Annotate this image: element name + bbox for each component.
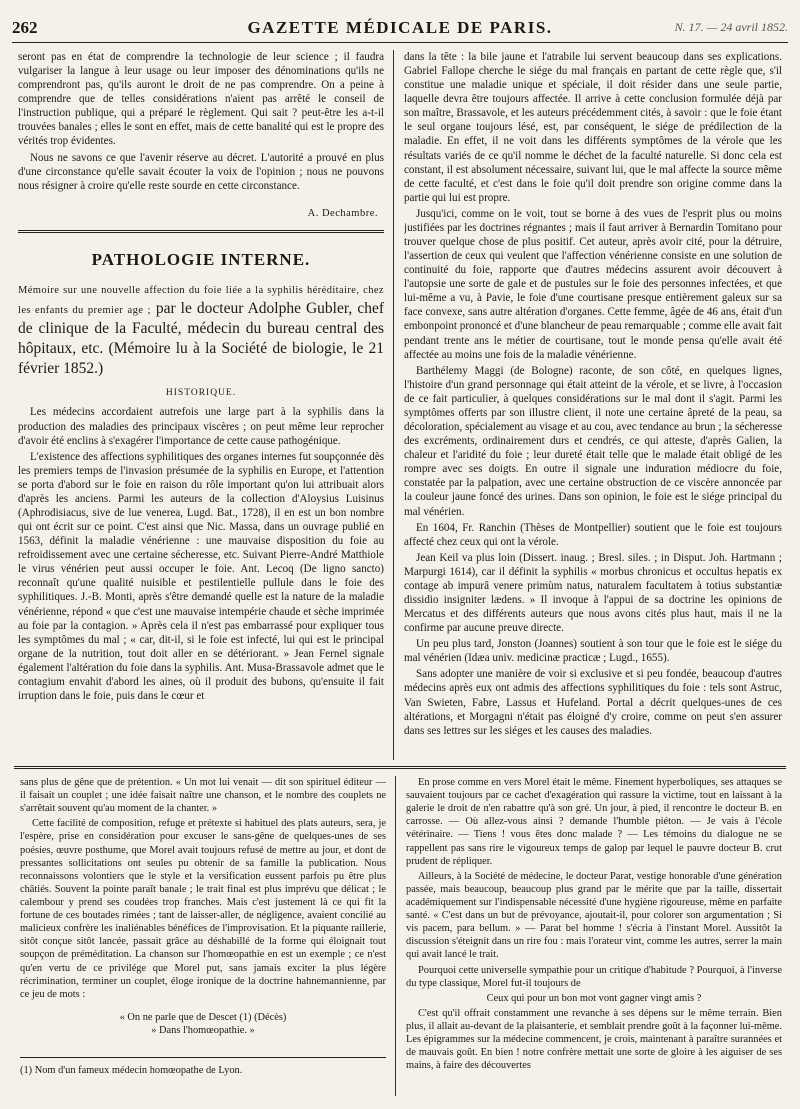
historique-paragraph: Les médecins accordaient autrefois une large part à la syphilis dans la production des maladies des principaux viscères ; on peut même leur reprocher d'avoir été enclins à s'exagérer l'importance de cette cause pathogénique. <box>18 406 384 447</box>
left-column <box>18 50 384 750</box>
feuilleton-paragraph: En prose comme en vers Morel était le même. Finement hyperboliques, ses attaques se sauvaient toujours par ce cachet d'exagération qui rassure la victime, tout en laissant à la galerie le droit de n'en rabattre qu'à son gré. Un jour, à pied, il rencontre le docteur B. en carrosse. — Où allez-vous ainsi ? demande l'humble piéton. — Je vais à l'école vétérinaire. — Tiens ! vous êtes donc malade ? — Les témoins du dialogue ne se rappellent pas sans rire le vigoureux temps de galop par lequel le pauvre docteur B. crut prudent de répliquer. <box>406 777 782 867</box>
feuilleton-left-column <box>20 776 386 1098</box>
feuilleton-column-divider <box>395 776 396 1096</box>
issue-mark: N. 17. — 24 avril 1852. <box>674 20 788 34</box>
subheading-historique: HISTORIQUE. <box>165 388 237 399</box>
body-paragraph: En 1604, Fr. Ranchin (Thèses de Montpellier) soutient que le foie est toujours affecté chez ceux qui ont la vérole. <box>404 521 782 548</box>
feuilleton-paragraph: C'est qu'il offrait constamment une revanche à ses dépens sur le même terrain. Bien plus, il allait au-devant de la plaisanterie, et semblait prendre goût à la façonner lui-même. Les épigrammes sur la médecine commencent, je crois, maintenant à paraître surannées et de mauvais goût. En bien ! notre confrère mettait une sorte de gloire à les aiguiser de ses mains, à faire des découvertes <box>406 1007 782 1072</box>
verse-line-centered: Ceux qui pour un bon mot vont gagner vingt amis ? <box>486 992 702 1004</box>
feuilleton-divider <box>14 766 786 769</box>
memoire-title-body: par le docteur Adolphe Gubler, chef de clinique de la Faculté, médecin du bureau central des hôpitaux, etc. (Mémoire lu à la Société de biologie, le 21 février 1852.) <box>18 299 384 378</box>
intro-paragraph: seront pas en état de comprendre la technologie de leur science ; il faudra vulgariser la langue à leur usage ou leur imposer des dénominations qu'ils ne comprendront pas, qu'ils auront le droit de ne pas comprendre. On a peine à comprendre que de telles considérations n'aient pas arrêté le conseil de l'instruction publique, qui a préparé le règlement. Qui sait ? peut-être les a-t-il trouvées banales ; elles le sont en effet, mais de cette banalité qui est le propre des vérités trop évidentes. <box>18 51 384 148</box>
feuilleton-paragraph: Pourquoi cette universelle sympathie pour un critique d'habitude ? Pourquoi, à l'inverse du type classique, Morel fut-il toujours de <box>406 964 782 989</box>
feuilleton-paragraph: Ailleurs, à la Société de médecine, le docteur Parat, vestige honorable d'une génération passée, mais beaucoup, beaucoup plus grand par le mérite que par la taille, dissertait académiquement sur l'indispensable nécessité d'une hygiène rigoureuse, même en parfaite santé. « C'est dans un but de prévoyance, ajoutait-il, pour colorer son argumentation ; Si vis pacem, para bellum. » — Parat bel homme ! s'écria à l'instant Morel. Aussitôt la discussion s'éteignit dans un rire fou : mais l'orateur vint, comme les autres, serrer la main qui avait lancé le trait. <box>406 870 782 961</box>
column-divider <box>393 50 394 760</box>
intro-paragraph: Nous ne savons ce que l'avenir réserve au décret. L'autorité a prouvé en plus d'une circonstance qu'elle savait écouter la voix de l'opinion ; nous ne pouvons nous résigner à croire qu'elle reste sourde en cette circonstance. <box>18 151 384 192</box>
author-signature: A. Dechambre. <box>307 207 378 219</box>
historique-paragraph: L'existence des affections syphilitiques des organes internes fut soupçonnée dès les premiers temps de l'invasion présumée de la syphilis en Europe, et l'attention se porta d'abord sur le foie en raison du rôle important qu'on lui attribuait alors d'après les anciens. Parmi les auteurs de la collection d'Aloysius Luisinus (Aphrodisiacus, sive de lue venerea, Lugd. Bat., 1728), il en est un bon nombre qui ont écrit sur ce point. C'est ainsi que Nic. Massa, dans un ouvrage publié en 1563, définit la maladie vénérienne : une mauvaise disposition du foie au refroidissement avec une certaine sécheresse, etc. Suivant Pierre-André Matthiole le virus vénérien peut aussi occuper le foie. Ant. Lecoq (De ligno sancto) reconnaît qu'une qualité nuisible et pestilentielle pullule dans le foie des syphilitiques. J.-B. Monti, après s'être demandé quelle est la nature de la maladie vénérienne, répond « que c'est une mauvaise intempérie chaude et sèche imprimée au foie par la contagion. » Après cela il n'est pas embarrassé pour expliquer tous les symptômes du mal ; « car, dit-il, si le foie est infecté, lui qui est le principal organe de la nutrition, tout doit aller en se détériorant. » Jean Fernel signale également l'altération du foie dans la syphilis. Ant. Musa-Brassavole admet que le contagium envahit d'abord les aines, où il produit des bubons, qu'ensuite il fait irruption dans le foie, puis dans le cœur et <box>18 450 384 703</box>
body-paragraph: Sans adopter une manière de voir si exclusive et si peu fondée, beaucoup d'autres médecins après eux ont admis des affections syphilitiques du foie : tels sont Astruc, Van Swieten, Fabre, Lassus et Hufeland. Portal a décrit quelques-unes de ces altérations, et Morgagni n'était pas éloigné d'y croire, comme on peut s'en assurer dans ses lettres sur les siéges et les causes des maladies. <box>404 668 782 737</box>
footnote: (1) Nom d'un fameux médecin homœopathe de Lyon. <box>20 1057 386 1077</box>
body-paragraph: dans la tête : la bile jaune et l'atrabile lui servent beaucoup dans ses explications. Gabriel Fallope cherche le siége du mal français en partant de cette règle que, s'il constitue une maladie unique et spéciale, il doit résider dans une seule partie, laquelle devra être toujours affectée. Il arrive à cette conclusion formulée déjà par son maître, Brassavole, et les auteurs précédemment cités, à savoir : que le foie étant le seul organe toujours lésé, est, par conséquent, le siége de prédilection de la maladie. En effet, il ne voit dans les différents symptômes de la vérole que les résultats variés de ce qu'il nomme le déchet de la faculté naturelle. Si donc cela est constant, il est absolument nécessaire, suivant lui, que le mal affecte la source même de cette faculté, et c'est dans le foie qu'il doit prendre son origine comme dans la partie qui lui est propre. <box>404 51 782 204</box>
body-paragraph: Jean Keil va plus loin (Dissert. inaug. ; Bresl. siles. ; in Disput. Joh. Hartmann ; Marpurgi 1614), car il définit la syphilis « morbus chronicus et occultus hepatis ex contage ab impurâ venere primùm natus, naturalem facultatem à totius substantiæ dissidio insigniter lædens. » Il invoque à l'appui de sa doctrine les opinions de Mercatus et des différents auteurs que nous avons cités plus haut, mais il ne la confirme par aucune preuve directe. <box>404 551 782 635</box>
verse-line: « On ne parle que de Descet (1) (Décès) <box>119 1011 287 1023</box>
section-divider <box>18 230 384 233</box>
feuilleton-paragraph: Cette facilité de composition, refuge et prétexte si habituel des plats auteurs, sera, je l'espère, prise en considération pour excuser le sans-gêne de quelques-unes de ses poésies, œuvre posthume, que Morel avait toujours refusé de mettre au jour, et dont de pressantes sollicitations ont seules pu obtenir de sa famille la publication. Nous reconnaissons volontiers que le style et la versification eussent parfois pu être plus châtiés. Souvent la pointe paraît banale ; le trait final est plus imprévu que délicat ; le calembour y prend ses coudées trop franches. Mais c'est justement là ce qui fit la fortune de ces boutades rimées ; tant de laisser-aller, de négligence, avaient concilié au malicieux confrère les inaliénables bénéfices de l'improvisation. Et la piquante raillerie, sitôt conçue sitôt lancée, passait grâce au déshabillé de la forme qui éloignait tout soupçon de préméditation. La chanson sur l'homœopathie en est un exemple ; ce n'est qu'en vertu de ce privilége que Morel put, sans jamais exciter la plus légère récrimination, terminer un couplet, éloge ironique de la doctrine hahnemannienne, par ce jeu de mots : <box>20 818 386 1000</box>
feuilleton-paragraph: sans plus de gêne que de prétention. « Un mot lui venait — dit son spirituel éditeur — il faisait un couplet ; une idée faisait naître une chanson, et le nombre des couplets ne s'arrêtait souvent qu'au moment de la chanter. » <box>20 777 386 815</box>
page-number: 262 <box>12 18 38 37</box>
verse-line: » Dans l'homœopathie. » <box>151 1024 255 1036</box>
section-title: PATHOLOGIE INTERNE. <box>91 250 311 270</box>
right-column <box>404 50 782 758</box>
memoire-title-smallcaps: Mémoire sur une nouvelle affection du foie liée a la syphilis héréditaire, chez les enfants du premier age ; <box>18 284 384 316</box>
journal-title: GAZETTE MÉDICALE DE PARIS. <box>247 18 553 37</box>
body-paragraph: Barthélemy Maggi (de Bologne) raconte, de son côté, en quelques lignes, l'histoire d'un grand personnage qui était atteint de la vérole, et se livre, à l'occasion de ce fait particulier, à quelques considérations sur le mal dont il s'agit. Parmi les symptômes offerts par son illustre client, il note une certaine âpreté de la peau, sa décoloration, spécialement au visage et au cou, avec tendance au brun ; la sécheresse des excréments, ordinairement durs et cendrés, ce qui atteste, d'après Galien, la chaleur et l'aridité du foie ; leur dureté était telle que le malade était obligé de les rompre avec ses doigts. En outre il signale une induration médiocre du foie, constatée par la palpation, avec une certaine obstruction de ce viscère annoncée par la couleur jaune foncé des urines. Dans son opinion, le foie est le siége principal du mal vénérien. <box>404 364 782 518</box>
memoire-title <box>18 279 384 380</box>
body-paragraph: Jusqu'ici, comme on le voit, tout se borne à des vues de l'esprit plus ou moins justifiées par les doctrines régnantes ; mais il faut arriver à Bernardin Tomitano pour trouver quelque chose de plus positif. Cet auteur, après avoir cité, pour la détruire, l'assertion de ceux qui veulent que l'affection vénérienne consiste en une solution de continuité du foie, rapporte que d'autres médecins assurent avoir découvert à l'autopsie une sorte de gale et de pustules sur le foie des personnes infectées, et que lui-même a vu, à Pavie, le foie d'une courtisane presque entièrement galeux sur sa face convexe, sans autre altération d'organes. Cette femme, âgée de 46 ans, était d'un embonpoint prononcé et d'une blancheur de peau remarquable ; comme elle avait fait pendant trente ans le métier de courtisane, tout le monde pensa qu'elle avait été affectée au moins une fois de la maladie vénérienne. <box>404 207 782 361</box>
body-paragraph: Un peu plus tard, Jonston (Joannes) soutient à son tour que le foie est le siége du mal vénérien (Idæa univ. medicinæ practicæ ; Lugd., 1655). <box>404 638 782 665</box>
feuilleton-right-column <box>406 776 782 1098</box>
page-header <box>12 16 788 43</box>
verse-quote <box>20 1011 386 1037</box>
